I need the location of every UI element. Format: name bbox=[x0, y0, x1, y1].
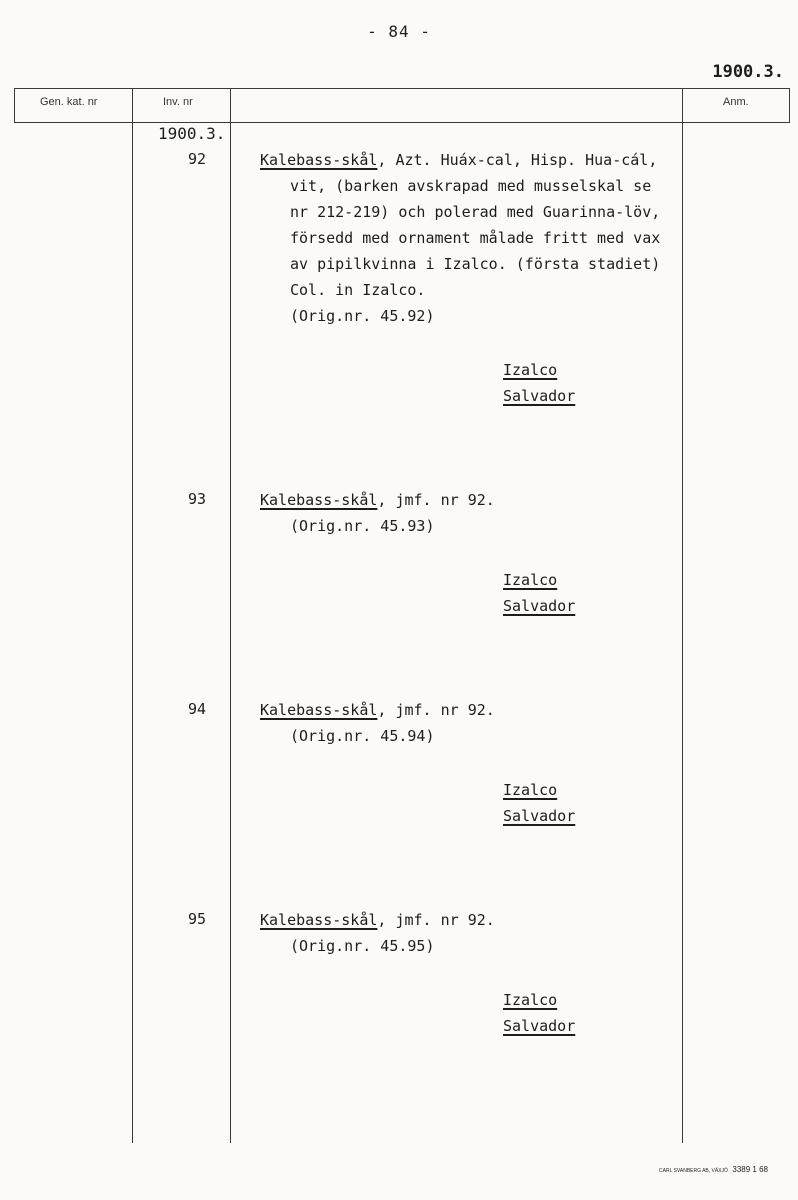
place-town: Izalco bbox=[503, 781, 558, 799]
entry-line: (Orig.nr. 45.92) bbox=[290, 307, 435, 325]
entry-line: Col. in Izalco. bbox=[290, 281, 426, 299]
inv-number-93: 93 bbox=[187, 490, 206, 508]
entry-95 bbox=[260, 907, 495, 959]
entry-93 bbox=[260, 487, 495, 539]
place-94 bbox=[503, 777, 575, 829]
column-header-inv-nr: Inv. nr bbox=[163, 96, 193, 108]
place-country: Salvador bbox=[503, 597, 576, 615]
right-border bbox=[789, 88, 790, 122]
place-town: Izalco bbox=[503, 361, 558, 379]
entry-title: Kalebass-skål bbox=[260, 911, 378, 929]
entry-line: av pipilkvinna i Izalco. (första stadiet) bbox=[290, 255, 661, 273]
inv-number-94: 94 bbox=[187, 700, 206, 718]
entry-line: nr 212-219) och polerad med Guarinna-löv, bbox=[290, 203, 661, 221]
entry-line: (Orig.nr. 45.93) bbox=[290, 517, 435, 535]
place-country: Salvador bbox=[503, 807, 576, 825]
printer-name: CARL SVANBERG AB, VÄXJÖ bbox=[659, 1168, 728, 1174]
entry-heading bbox=[260, 147, 660, 173]
header-bottom-rule bbox=[14, 122, 790, 123]
year-mark: 1900.3. bbox=[158, 124, 226, 143]
entry-heading bbox=[260, 487, 495, 513]
place-92 bbox=[503, 357, 575, 409]
place-95 bbox=[503, 987, 575, 1039]
entry-line: (Orig.nr. 45.95) bbox=[290, 937, 435, 955]
column-divider-anm bbox=[682, 88, 683, 1143]
column-divider-gen bbox=[132, 88, 133, 1143]
entry-title-suffix: , Azt. Huáx-cal, Hisp. Hua-cál, bbox=[377, 151, 658, 169]
left-border bbox=[14, 88, 15, 122]
place-town: Izalco bbox=[503, 571, 558, 589]
entry-title: Kalebass-skål bbox=[260, 701, 378, 719]
entry-title-suffix: , jmf. nr 92. bbox=[377, 701, 495, 719]
inv-number-95: 95 bbox=[187, 910, 206, 928]
inv-number-92: 92 bbox=[187, 150, 206, 168]
place-93 bbox=[503, 567, 575, 619]
entry-heading bbox=[260, 697, 495, 723]
place-country: Salvador bbox=[503, 387, 576, 405]
entry-92 bbox=[260, 147, 660, 329]
table-top-rule bbox=[14, 88, 790, 89]
entry-line: vit, (barken avskrapad med musselskal se bbox=[290, 177, 652, 195]
entry-heading bbox=[260, 907, 495, 933]
column-divider-inv bbox=[230, 88, 231, 1143]
entry-title: Kalebass-skål bbox=[260, 151, 378, 169]
header-date: 1900.3. bbox=[712, 62, 784, 82]
place-town: Izalco bbox=[503, 991, 558, 1009]
column-header-gen-kat-nr: Gen. kat. nr bbox=[40, 96, 98, 108]
form-number: 3389 1 68 bbox=[732, 1165, 768, 1174]
place-country: Salvador bbox=[503, 1017, 576, 1035]
entry-94 bbox=[260, 697, 495, 749]
entry-title: Kalebass-skål bbox=[260, 491, 378, 509]
entry-line: försedd med ornament målade fritt med vax bbox=[290, 229, 661, 247]
column-header-anm: Anm. bbox=[723, 96, 749, 108]
entry-title-suffix: , jmf. nr 92. bbox=[377, 911, 495, 929]
entry-line: (Orig.nr. 45.94) bbox=[290, 727, 435, 745]
printer-imprint bbox=[659, 1165, 768, 1174]
page-number: - 84 - bbox=[367, 22, 431, 41]
entry-title-suffix: , jmf. nr 92. bbox=[377, 491, 495, 509]
